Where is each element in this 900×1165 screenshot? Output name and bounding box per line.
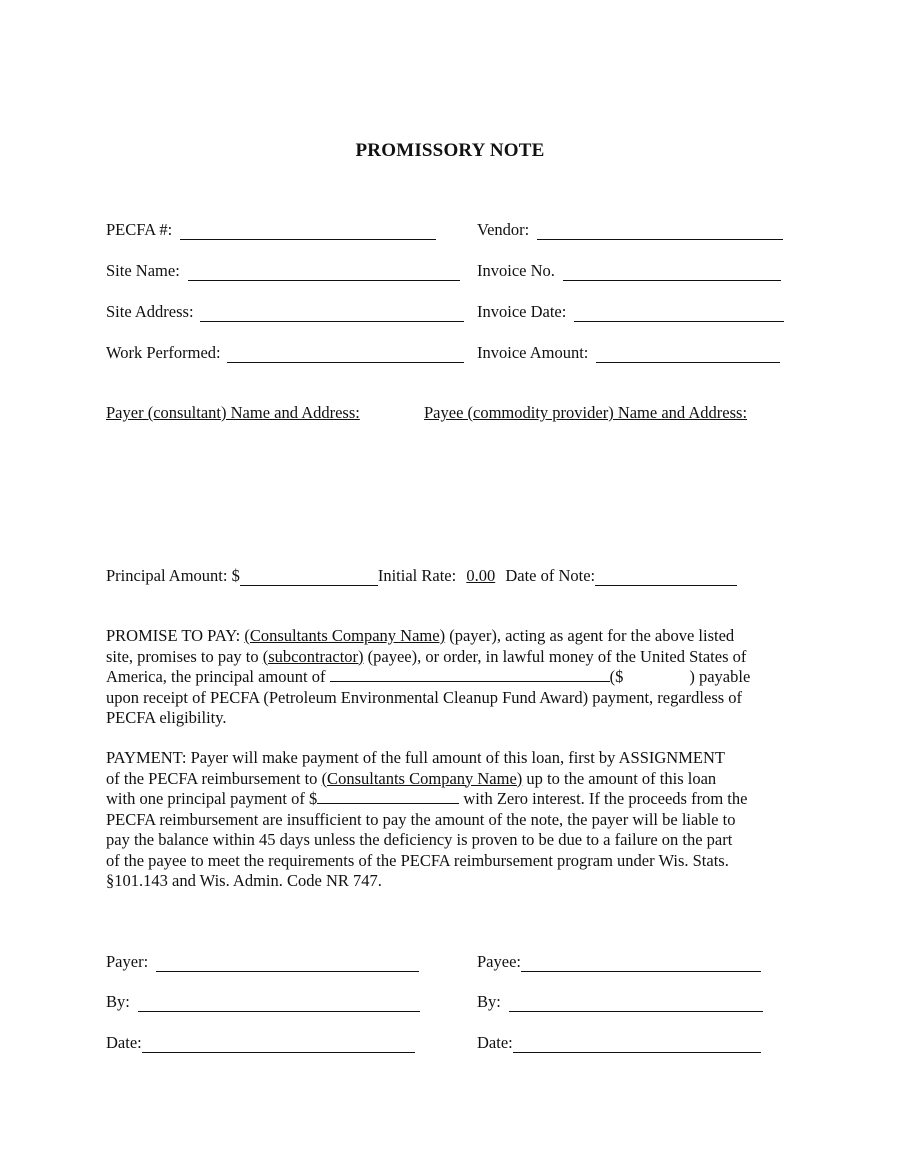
payment-line: §101.143 and Wis. Admin. Code NR 747.	[106, 871, 382, 890]
vendor-label: Vendor:	[477, 220, 530, 239]
payer-by-label: By:	[106, 992, 130, 1011]
payment-line	[106, 769, 806, 790]
invoice-date-field	[477, 302, 784, 322]
payer-date-label: Date:	[106, 1033, 142, 1052]
invoice-amount-field	[477, 343, 780, 363]
payer-signature-line[interactable]	[156, 957, 419, 972]
principal-amount-input-line[interactable]	[240, 571, 378, 586]
consultant-company-name: (Consultants Company Name)	[321, 768, 523, 788]
work-performed-label: Work Performed:	[106, 343, 221, 362]
invoice-amount-label: Invoice Amount:	[477, 343, 589, 362]
principal-payment-input-line[interactable]	[317, 789, 459, 804]
invoice-date-input-line[interactable]	[574, 307, 784, 322]
site-address-input-line[interactable]	[200, 307, 464, 322]
subcontractor-name: (subcontractor)	[262, 646, 364, 666]
site-address-field	[106, 302, 464, 322]
site-name-label: Site Name:	[106, 261, 180, 280]
date-of-note-label: Date of Note:	[505, 566, 596, 585]
payer-date-field	[106, 1033, 415, 1053]
promise-label: PROMISE TO PAY:	[106, 626, 241, 645]
payment-paragraph	[106, 748, 806, 892]
date-of-note-input-line[interactable]	[595, 571, 737, 586]
principal-row	[106, 566, 737, 586]
pecfa-input-line[interactable]	[180, 225, 436, 240]
work-performed-input-line[interactable]	[227, 348, 464, 363]
payer-heading: Payer (consultant) Name and Address:	[106, 403, 360, 422]
pecfa-label: PECFA #:	[106, 220, 173, 239]
vendor-field	[477, 220, 783, 240]
promise-line	[106, 647, 806, 668]
payee-by-label: By:	[477, 992, 501, 1011]
pecfa-field	[106, 220, 436, 240]
promise-line	[106, 667, 806, 688]
invoice-no-input-line[interactable]	[563, 266, 781, 281]
promise-to-pay-paragraph	[106, 626, 806, 729]
payer-by-line[interactable]	[138, 997, 420, 1012]
payer-signature-field	[106, 952, 419, 972]
vendor-input-line[interactable]	[537, 225, 783, 240]
payee-signature-line[interactable]	[521, 957, 761, 972]
payment-line: PAYMENT: Payer will make payment of the full amount of this loan, first by ASSIGNMENT	[106, 748, 725, 767]
invoice-date-label: Invoice Date:	[477, 302, 567, 321]
promise-line-text: site, promises to pay to	[106, 646, 259, 666]
payer-date-line[interactable]	[142, 1038, 415, 1053]
payee-signature-label: Payee:	[477, 952, 521, 971]
promise-line-text: (payer), acting as agent for the above listed	[449, 626, 735, 645]
invoice-no-field	[477, 261, 781, 281]
payment-line-text: with Zero interest. If the proceeds from the	[463, 789, 748, 808]
payee-date-label: Date:	[477, 1033, 513, 1052]
payee-signature-field	[477, 952, 761, 972]
payer-signature-label: Payer:	[106, 952, 149, 971]
promise-line-text: ($	[609, 667, 624, 686]
payment-line: of the payee to meet the requirements of the PECFA reimbursement program under Wis. Stats.	[106, 850, 729, 870]
payee-date-field	[477, 1033, 761, 1053]
payee-by-field	[477, 992, 763, 1012]
payment-line-text: of the PECFA reimbursement to	[106, 768, 318, 788]
invoice-no-label: Invoice No.	[477, 261, 555, 280]
payee-by-line[interactable]	[509, 997, 763, 1012]
payer-by-field	[106, 992, 420, 1012]
promise-line	[106, 626, 806, 647]
document-title: PROMISSORY NOTE	[355, 140, 545, 161]
promise-line: PECFA eligibility.	[106, 708, 227, 727]
invoice-amount-input-line[interactable]	[596, 348, 780, 363]
payee-heading: Payee (commodity provider) Name and Address:	[424, 403, 748, 422]
initial-rate-value: 0.00	[466, 566, 496, 585]
work-performed-field	[106, 343, 464, 363]
consultant-company-name: (Consultants Company Name)	[244, 626, 446, 645]
payment-line-text: with one principal payment of $	[106, 789, 318, 808]
promise-line-text: ) payable	[689, 667, 751, 686]
payment-line: pay the balance within 45 days unless the deficiency is proven to be due to a failure on the part	[106, 830, 733, 849]
payment-line: PECFA reimbursement are insufficient to pay the amount of the note, the payer will be liable to	[106, 809, 736, 829]
site-name-field	[106, 261, 460, 281]
principal-words-input-line[interactable]	[330, 667, 610, 682]
payment-line-text: up to the amount of this loan	[526, 768, 717, 788]
promise-line-text: (payee), or order, in lawful money of the United States of	[367, 646, 747, 666]
payee-date-line[interactable]	[513, 1038, 761, 1053]
payment-line	[106, 789, 806, 810]
site-address-label: Site Address:	[106, 302, 194, 321]
promise-line-text: America, the principal amount of	[106, 667, 326, 686]
principal-amount-label: Principal Amount: $	[106, 566, 240, 585]
site-name-input-line[interactable]	[188, 266, 460, 281]
initial-rate-label: Initial Rate:	[377, 566, 457, 585]
promise-line: upon receipt of PECFA (Petroleum Environmental Cleanup Fund Award) payment, regardless of	[106, 687, 743, 707]
